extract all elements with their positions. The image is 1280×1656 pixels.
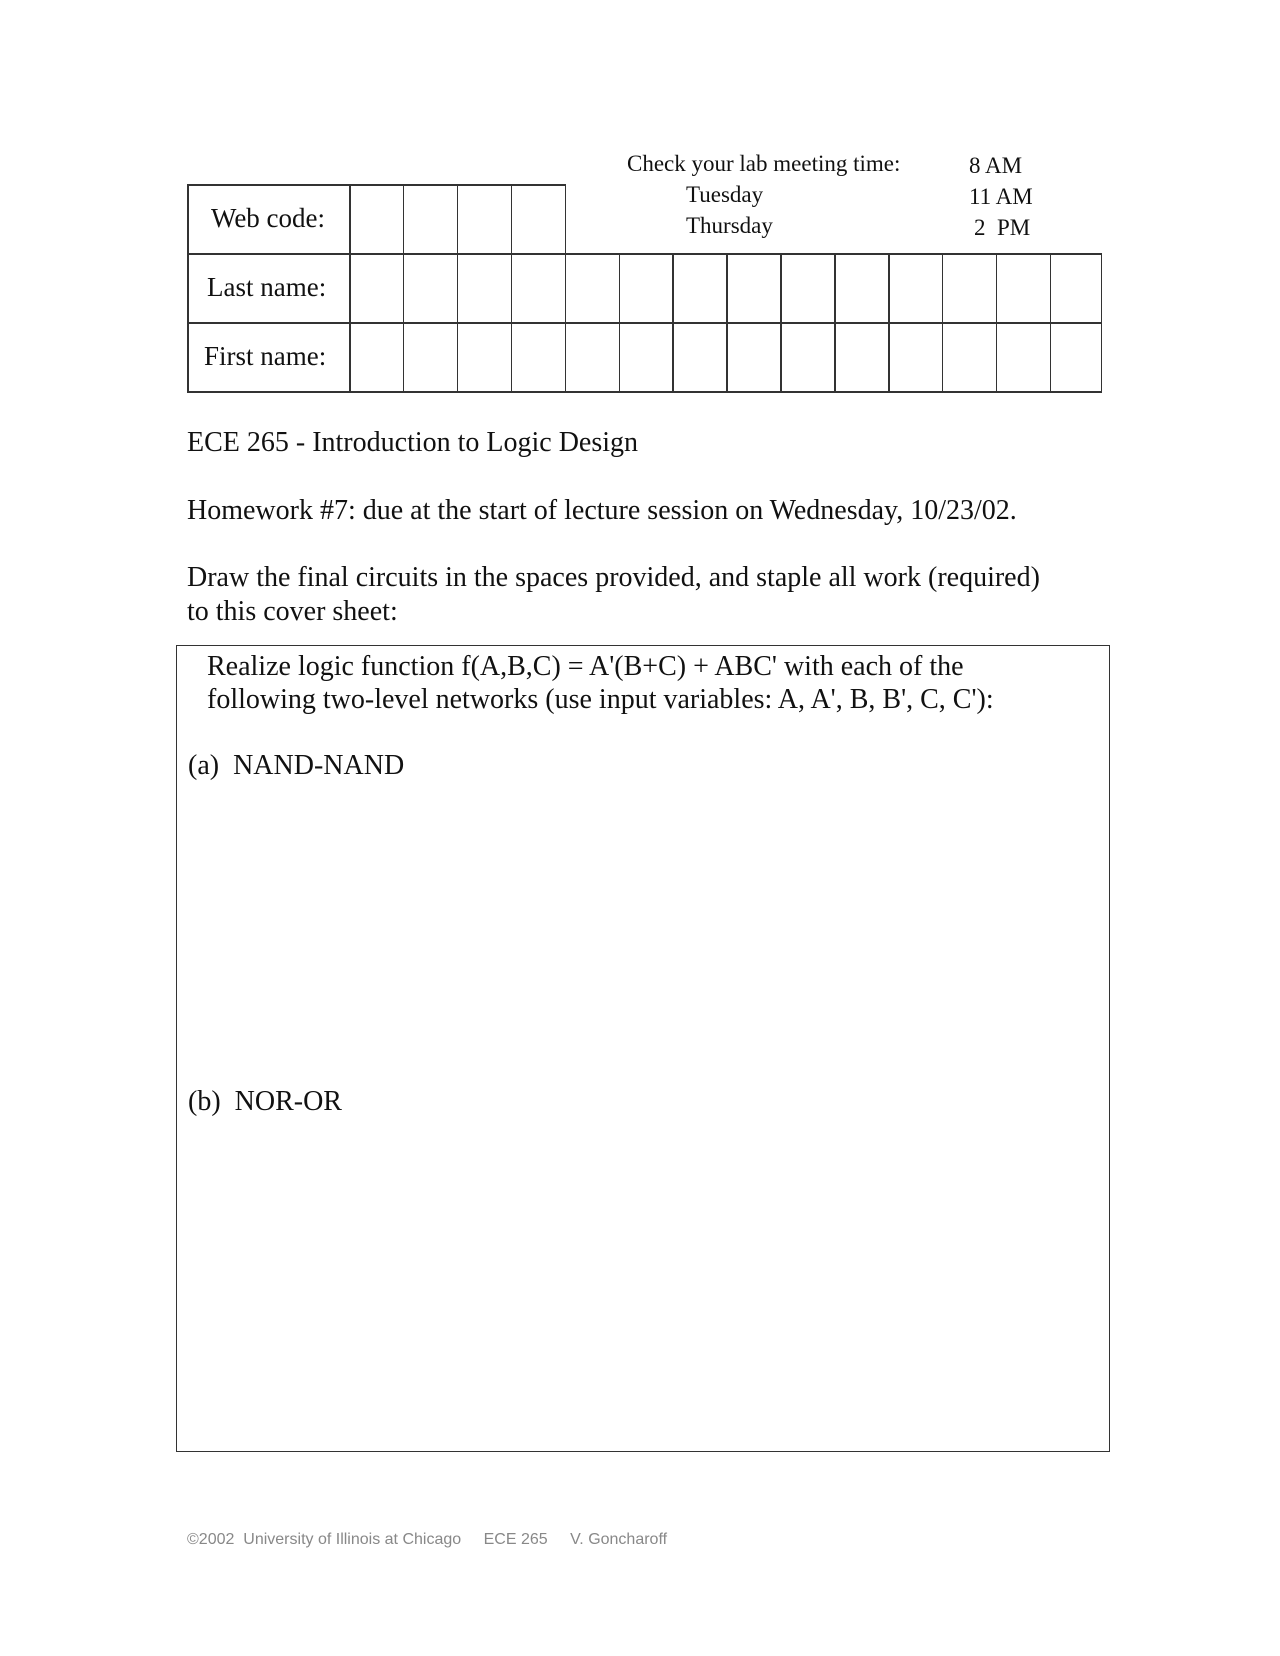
lab-time-prompt: Check your lab meeting time:	[627, 151, 901, 176]
grid-line	[996, 253, 998, 391]
lab-time-2pm: 2 PM	[974, 215, 1031, 240]
lab-day-tuesday: Tuesday	[686, 182, 764, 207]
grid-line	[942, 253, 944, 391]
problem-statement-line-2: following two-level networks (use input variables: A, A', B, B', C, C'):	[207, 684, 994, 715]
instructions-line-2: to this cover sheet:	[187, 596, 398, 627]
footer-copyright: ©2002 University of Illinois at Chicago	[187, 1531, 462, 1548]
grid-line	[403, 184, 405, 391]
footer-author: V. Goncharoff	[570, 1531, 668, 1548]
grid-line	[1050, 253, 1052, 391]
first-name-label: First name:	[204, 341, 327, 371]
part-a-label: (a) NAND-NAND	[188, 750, 405, 781]
grid-line	[187, 184, 565, 186]
grid-line	[619, 253, 621, 391]
student-info-grid	[187, 184, 1102, 392]
grid-line	[187, 322, 1102, 324]
part-b-label: (b) NOR-OR	[188, 1086, 342, 1117]
grid-line	[672, 253, 674, 391]
grid-line	[349, 184, 351, 391]
grid-line	[888, 253, 890, 391]
instructions-line-1: Draw the final circuits in the spaces provided, and staple all work (required)	[187, 562, 1040, 593]
grid-line	[511, 184, 513, 391]
footer-course: ECE 265	[483, 1531, 548, 1548]
lab-time-11am: 11 AM	[969, 184, 1033, 209]
grid-line	[187, 184, 189, 391]
grid-line	[457, 184, 459, 391]
grid-line	[187, 253, 1102, 255]
grid-line	[780, 253, 782, 391]
grid-line	[834, 253, 836, 391]
course-title: ECE 265 - Introduction to Logic Design	[187, 427, 639, 458]
last-name-label: Last name:	[207, 272, 327, 302]
homework-due-line: Homework #7: due at the start of lecture session on Wednesday, 10/23/02.	[187, 495, 1017, 526]
page-footer	[187, 1531, 685, 1549]
web-code-label: Web code:	[211, 203, 326, 233]
grid-line	[565, 184, 567, 391]
lab-day-thursday: Thursday	[686, 213, 773, 238]
grid-line	[1101, 253, 1103, 391]
problem-statement-line-1: Realize logic function f(A,B,C) = A'(B+C) + ABC' with each of the	[207, 651, 964, 682]
grid-line	[187, 391, 1102, 393]
grid-line	[726, 253, 728, 391]
lab-time-8am: 8 AM	[969, 153, 1023, 178]
answer-box	[176, 645, 1110, 1452]
